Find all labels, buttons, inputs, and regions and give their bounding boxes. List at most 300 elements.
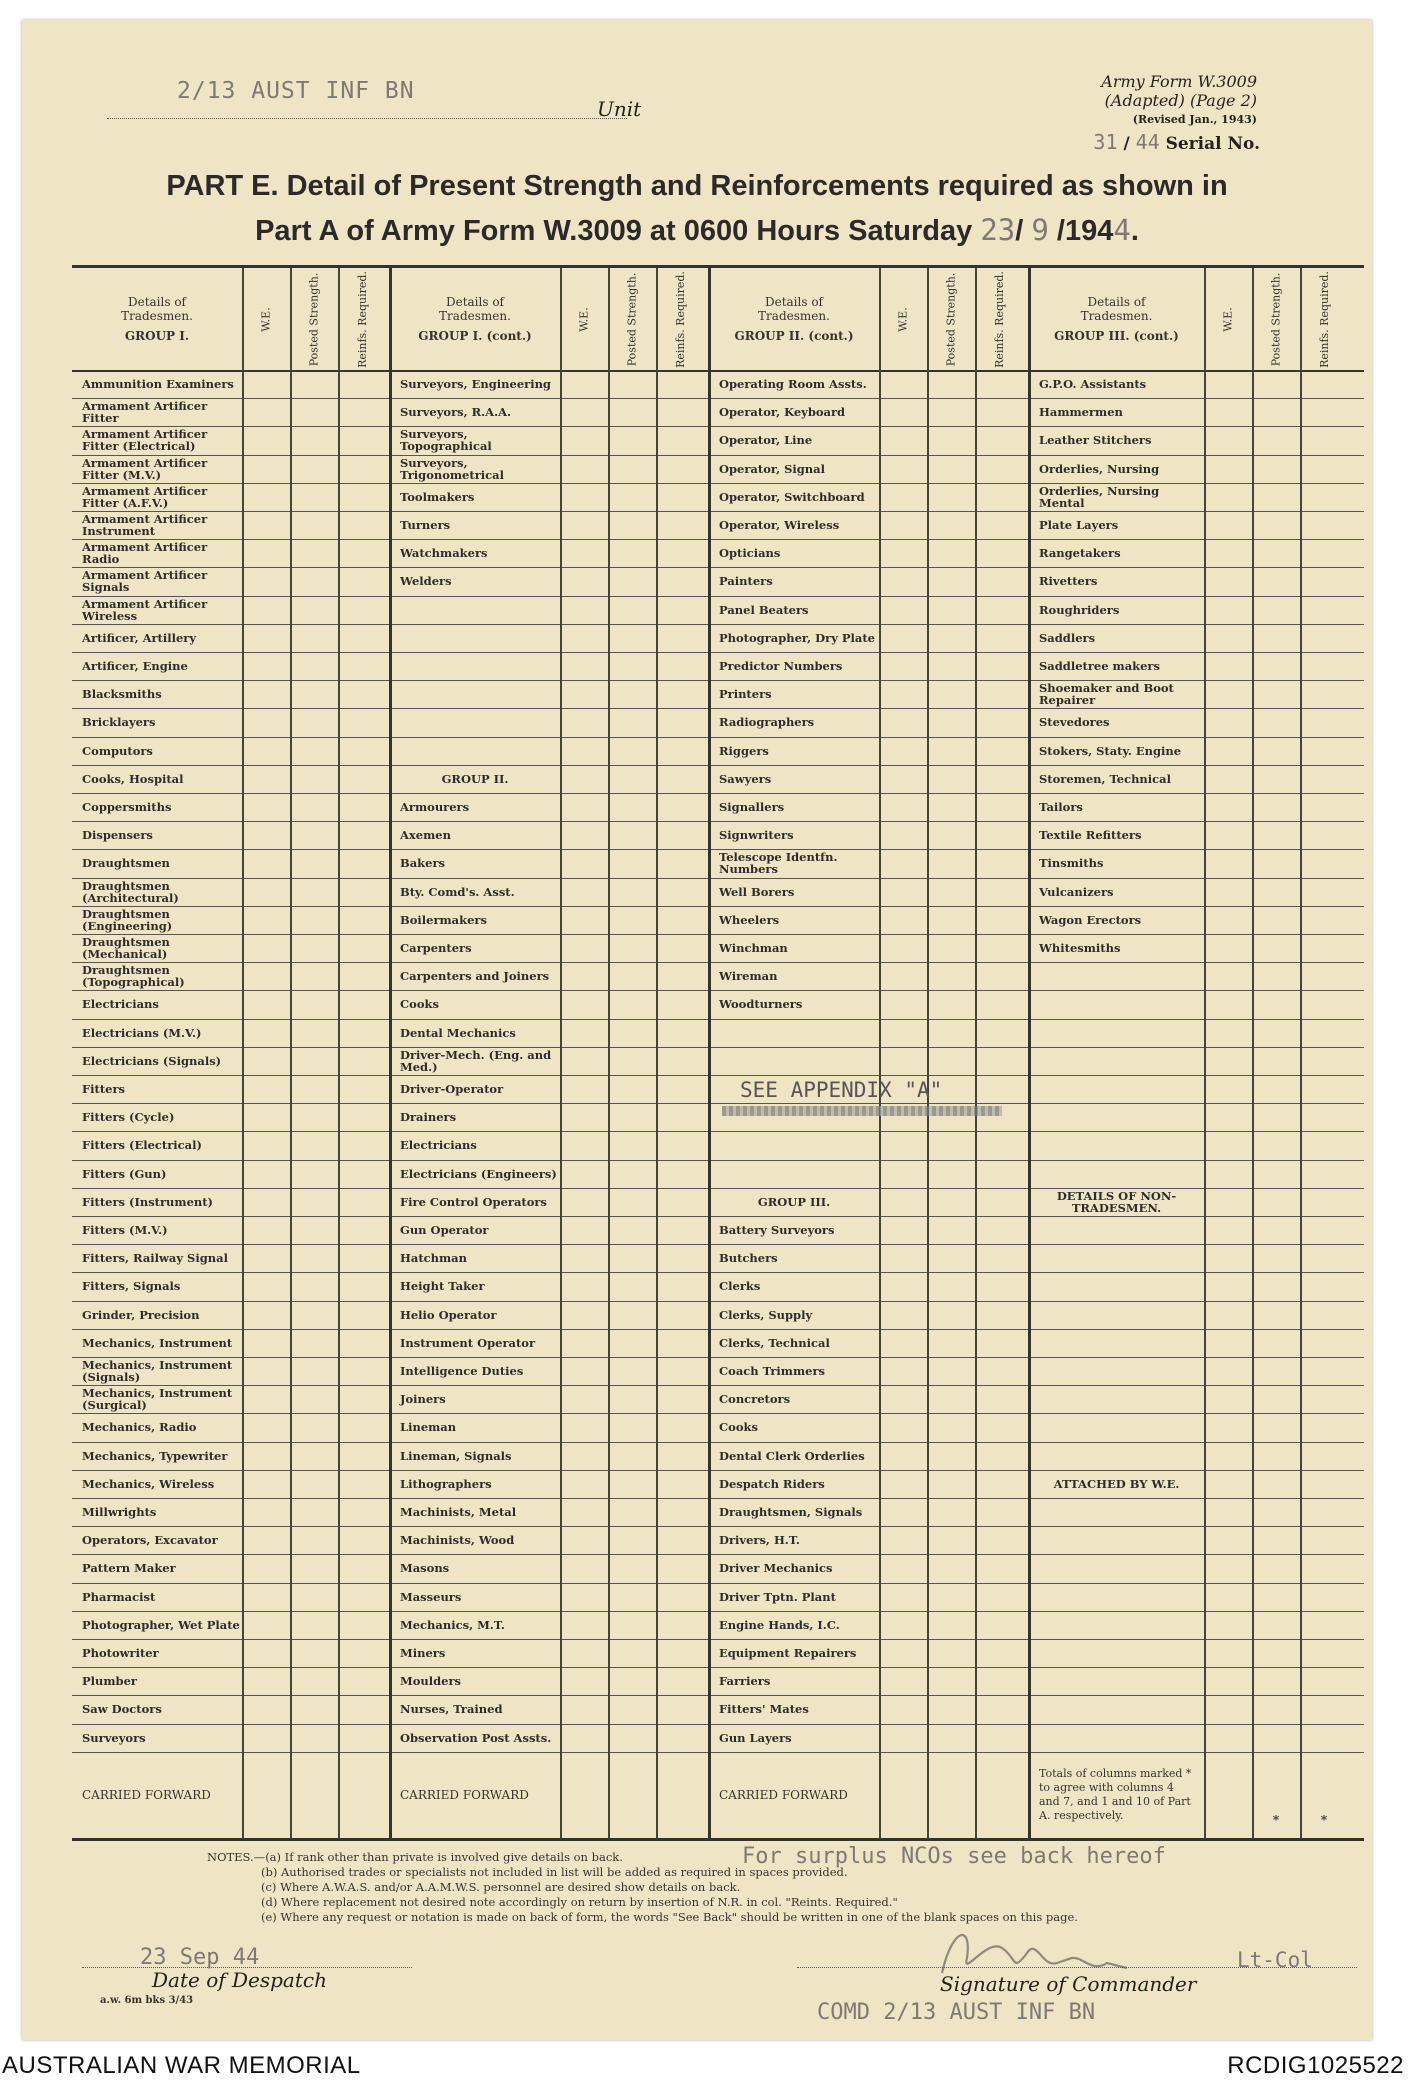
note-e: (e) Where any request or notation is made on back of form, the words "See Back" should be written in one of the blank spaces on this page. [261, 1910, 1078, 1924]
trade-name-cell: Vulcanizers [1039, 884, 1114, 899]
trade-name-cell: Mechanics, Instrument [82, 1335, 233, 1350]
rank-typed: Lt-Col [1237, 1948, 1313, 1972]
trade-name-cell [1029, 1244, 1204, 1272]
subheader-we [879, 272, 927, 366]
col-header-text [1054, 295, 1179, 343]
trade-name-cell [1029, 1272, 1204, 1300]
trade-name-cell [390, 624, 560, 652]
trade-name-cell: Stokers, Staty. Engine [1039, 743, 1182, 758]
table-row [72, 1329, 1364, 1358]
surplus-note: For surplus NCOs see back hereof [742, 1844, 1166, 1869]
trade-name-cell: Masseurs [400, 1589, 462, 1604]
trade-name-cell: Mechanics, Wireless [82, 1476, 215, 1491]
unit-typed: 2/13 AUST INF BN [177, 78, 415, 104]
table-row [72, 680, 1364, 709]
trade-name-cell: Draughtsmen (Mechanical) [82, 935, 170, 962]
col-header-text [418, 295, 531, 343]
table-row [72, 765, 1364, 794]
col-header-group: GROUP I. (cont.) [418, 329, 532, 343]
table-row [72, 1583, 1364, 1612]
trade-name-cell: Machinists, Wood [400, 1533, 515, 1548]
table-row [72, 1131, 1364, 1160]
trade-name-cell: Mechanics, M.T. [400, 1617, 505, 1632]
trade-name-cell: Artificer, Artillery [82, 630, 197, 645]
army-form-line1: Army Form W.3009 [1101, 72, 1257, 91]
trade-name-cell: Millwrights [82, 1505, 157, 1520]
table-row [72, 511, 1364, 540]
subheader-posted-strength [927, 272, 975, 366]
title-year-digit: 4 [1113, 213, 1131, 247]
trade-name-cell: Artificer, Engine [82, 659, 188, 674]
col-header-group-1 [72, 268, 242, 370]
trade-name-cell: Pattern Maker [82, 1561, 176, 1576]
trade-name-cell: Ammunition Examiners [82, 377, 234, 392]
trade-name-cell: Saddlers [1039, 630, 1096, 645]
trade-name-cell: Riggers [719, 743, 769, 758]
trade-name-cell: Armament Artificer Fitter (M.V.) [82, 455, 208, 482]
table-row [72, 567, 1364, 596]
trade-name-cell: Equipment Repairers [719, 1646, 857, 1661]
trade-name-cell: Wheelers [719, 912, 780, 927]
trade-name-cell: Dental Mechanics [400, 1025, 516, 1040]
army-form-line2: (Adapted) (Page 2) [1104, 91, 1257, 110]
trade-name-cell [1029, 1385, 1204, 1413]
trade-name-cell: Coach Trimmers [719, 1364, 825, 1379]
table-row [72, 652, 1364, 681]
trade-name-cell: Turners [400, 518, 451, 533]
subheader-reinfs-required [656, 272, 704, 366]
trade-name-cell [1029, 1583, 1204, 1611]
table-row [72, 878, 1364, 907]
table-row [72, 1526, 1364, 1555]
trade-name-cell: Signwriters [719, 828, 794, 843]
subheader-label: W.E. [896, 306, 910, 332]
trade-name-cell: Electricians (M.V.) [82, 1025, 202, 1040]
table-row [72, 1216, 1364, 1245]
column-divider [656, 268, 658, 1838]
trade-name-cell [709, 1019, 879, 1047]
col-header-title: Details of Tradesmen. [1080, 295, 1153, 323]
serial-num: 31 [1093, 130, 1118, 154]
col-header-group-3 [709, 268, 879, 370]
trade-name-cell: Machinists, Metal [400, 1505, 517, 1520]
trade-name-cell [1029, 1667, 1204, 1695]
table-row [72, 1075, 1364, 1104]
trade-name-cell: Moulders [400, 1674, 462, 1689]
subheader-we [560, 272, 608, 366]
trade-name-cell: Rivetters [1039, 574, 1098, 589]
group-divider [1028, 268, 1031, 1838]
subheader-label: Reinfs. Required. [1317, 270, 1331, 368]
trade-name-cell [1029, 1695, 1204, 1723]
trade-name-cell: Lineman, Signals [400, 1448, 512, 1463]
trade-name-cell: Surveyors, Trigonometrical [400, 455, 504, 482]
column-divider [290, 268, 292, 1838]
trade-name-cell [390, 652, 560, 680]
col-header-group-4 [1029, 268, 1204, 370]
trade-name-cell: Coppersmiths [82, 800, 172, 815]
despatch-date-label: Date of Despatch [152, 1968, 327, 1992]
totals-note: Totals of columns marked * to agree with columns 4 and 7, and 1 and 10 of Part A. respectively. [1039, 1766, 1192, 1822]
trade-name-cell [390, 680, 560, 708]
column-divider [560, 268, 562, 1838]
trade-name-cell: DETAILS OF NON-TRADESMEN. [1056, 1188, 1177, 1215]
total-star: * [1272, 1813, 1280, 1827]
trade-name-cell: Cooks [719, 1420, 758, 1435]
trade-name-cell: Dental Clerk Orderlies [719, 1448, 865, 1463]
title-end: . [1130, 215, 1139, 247]
trade-name-cell: Shoemaker and Boot Repairer [1039, 681, 1174, 708]
notes-label: NOTES.— [207, 1850, 266, 1864]
trade-name-cell: Fire Control Operators [400, 1194, 547, 1209]
trade-name-cell: Grinder, Precision [82, 1307, 200, 1322]
trade-name-cell: Plumber [82, 1674, 137, 1689]
subheader-label: Reinfs. Required. [992, 270, 1006, 368]
carried-forward-label: CARRIED FORWARD [719, 1787, 848, 1802]
trade-name-cell: Blacksmiths [82, 687, 162, 702]
trade-name-cell: Cooks, Hospital [82, 771, 184, 786]
trade-name-cell [1029, 1131, 1204, 1159]
table-row [72, 483, 1364, 512]
table-row [72, 849, 1364, 878]
print-code: a.w. 6m bks 3/43 [100, 1995, 194, 2006]
trade-name-cell: Armourers [400, 800, 470, 815]
carried-forward-label: CARRIED FORWARD [82, 1787, 211, 1802]
trade-name-cell [709, 1160, 879, 1188]
trade-name-cell: Fitters (Gun) [82, 1166, 167, 1181]
trade-name-cell: Draughtsmen [82, 856, 170, 871]
trade-name-cell: Gun Operator [400, 1223, 489, 1238]
trade-name-cell: Operating Room Assts. [719, 377, 867, 392]
subheader-label: W.E. [577, 306, 591, 332]
trade-name-cell: Lineman [400, 1420, 457, 1435]
subheader-posted-strength [1252, 272, 1300, 366]
table-row [72, 1103, 1364, 1132]
trade-name-cell [1029, 1103, 1204, 1131]
trade-name-cell: Operator, Wireless [719, 518, 840, 533]
trade-name-cell: Wagon Erectors [1039, 912, 1142, 927]
trade-name-cell [1029, 1329, 1204, 1357]
trade-name-cell: Hammermen [1039, 405, 1123, 420]
trade-name-cell: Fitters (Instrument) [82, 1194, 213, 1209]
trade-name-cell: Mechanics, Radio [82, 1420, 197, 1435]
subheader-we [242, 272, 290, 366]
table-row [72, 1047, 1364, 1076]
total-star: * [1320, 1813, 1328, 1827]
table-row [72, 1639, 1364, 1668]
trade-name-cell: Surveyors [82, 1730, 146, 1745]
trade-name-cell: Despatch Riders [719, 1476, 825, 1491]
table-row [72, 1357, 1364, 1386]
trade-name-cell [1029, 1075, 1204, 1103]
trade-name-cell: Radiographers [719, 715, 815, 730]
trade-name-cell: Intelligence Duties [400, 1364, 524, 1379]
signature-label: Signature of Commander [940, 1972, 1197, 1996]
subheader-label: W.E. [259, 306, 273, 332]
table-row [72, 1272, 1364, 1301]
trade-name-cell: Fitters' Mates [719, 1702, 809, 1717]
trade-name-cell: Engine Hands, I.C. [719, 1617, 840, 1632]
trade-name-cell: Hatchman [400, 1251, 467, 1266]
trade-name-cell [1029, 1301, 1204, 1329]
trade-name-cell: Boilermakers [400, 912, 487, 927]
trade-name-cell [1029, 1526, 1204, 1554]
title-line2-pre: Part A of Army Form W.3009 at 0600 Hours Saturday [255, 215, 973, 247]
table-row [72, 624, 1364, 653]
column-divider [338, 268, 340, 1838]
trade-name-cell: Orderlies, Nursing Mental [1039, 483, 1160, 510]
unit-label: Unit [597, 97, 642, 121]
trade-name-cell: Fitters (Electrical) [82, 1138, 202, 1153]
table-row [72, 370, 1364, 399]
trade-name-cell: Lithographers [400, 1476, 492, 1491]
trade-name-cell [709, 1047, 879, 1075]
trade-name-cell [1029, 962, 1204, 990]
appendix-strike [722, 1106, 1002, 1116]
trade-name-cell: Photowriter [82, 1646, 159, 1661]
col-header-group: GROUP I. [124, 329, 190, 343]
trade-name-cell [1029, 1554, 1204, 1582]
trade-name-cell: Nurses, Trained [400, 1702, 503, 1717]
subheader-posted-strength [608, 272, 656, 366]
column-divider [879, 268, 881, 1838]
subheader-reinfs-required [975, 272, 1023, 366]
table-row [72, 398, 1364, 427]
trade-name-cell [1029, 1019, 1204, 1047]
table-row [72, 793, 1364, 822]
col-header-group: GROUP II. (cont.) [734, 329, 854, 343]
table-row [72, 1019, 1364, 1048]
trade-name-cell: GROUP II. [441, 771, 509, 786]
trade-name-cell: Tailors [1039, 800, 1083, 815]
army-form-ref [1101, 72, 1257, 129]
col-header-text [112, 295, 202, 343]
trade-name-cell: Draughtsmen (Engineering) [82, 906, 173, 933]
trade-name-cell: Height Taker [400, 1279, 485, 1294]
trade-name-cell: Butchers [719, 1251, 778, 1266]
trade-name-cell: Saw Doctors [82, 1702, 162, 1717]
trade-name-cell: Axemen [400, 828, 451, 843]
trade-name-cell: Operator, Switchboard [719, 489, 865, 504]
column-divider [1252, 268, 1254, 1838]
trade-name-cell: Fitters [82, 1082, 126, 1097]
trade-name-cell [1029, 1413, 1204, 1441]
trade-name-cell [1029, 1611, 1204, 1639]
trade-name-cell: Farriers [719, 1674, 771, 1689]
trade-name-cell: Operator, Line [719, 433, 813, 448]
subheader-label: Posted Strength. [944, 272, 958, 366]
notes-d [207, 1895, 1078, 1910]
trade-name-cell: Surveyors, R.A.A. [400, 405, 512, 420]
note-d: (d) Where replacement not desired note accordingly on return by insertion of N.R. in col. "Reints. Required." [261, 1895, 898, 1909]
trade-name-cell: Armament Artificer Fitter [82, 399, 208, 426]
table-row [72, 1413, 1364, 1442]
trade-name-cell: Clerks [719, 1279, 761, 1294]
trade-name-cell: Bakers [400, 856, 445, 871]
table-row [72, 1301, 1364, 1330]
trade-name-cell: Fitters, Railway Signal [82, 1251, 228, 1266]
table-header [72, 268, 1364, 372]
trade-name-cell: Draughtsmen (Topographical) [82, 963, 185, 990]
title-year-prefix: /194 [1056, 215, 1114, 247]
table-row [72, 1554, 1364, 1583]
trade-name-cell: Computors [82, 743, 153, 758]
column-divider [1204, 268, 1206, 1838]
trade-name-cell: GROUP III. [757, 1194, 831, 1209]
table-row [72, 1160, 1364, 1189]
table-row [72, 906, 1364, 935]
trade-name-cell: Joiners [400, 1392, 446, 1407]
trade-name-cell: Tinsmiths [1039, 856, 1104, 871]
title-month: 9 [1031, 213, 1049, 247]
column-divider [927, 268, 929, 1838]
table-row [72, 539, 1364, 568]
table-row [72, 1442, 1364, 1471]
subheader-label: Posted Strength. [1269, 272, 1283, 366]
trade-name-cell: Armament Artificer Instrument [82, 512, 208, 539]
carried-forward-label: CARRIED FORWARD [400, 1787, 529, 1802]
trade-name-cell: Storemen, Technical [1039, 771, 1171, 786]
trade-name-cell [390, 708, 560, 736]
trade-name-cell: ATTACHED BY W.E. [1053, 1476, 1180, 1491]
trade-name-cell: Opticians [719, 546, 781, 561]
trade-name-cell: Draughtsmen, Signals [719, 1505, 863, 1520]
trade-name-cell: Fitters (M.V.) [82, 1223, 168, 1238]
title-line1: PART E. Detail of Present Strength and Reinforcements required as shown in [166, 170, 1228, 202]
table-row [72, 962, 1364, 991]
table-row [72, 1695, 1364, 1724]
trade-name-cell: Winchman [719, 941, 788, 956]
trade-name-cell: Armament Artificer Fitter (A.F.V.) [82, 483, 208, 510]
trade-name-cell [1029, 1160, 1204, 1188]
subheader-reinfs-required [338, 272, 386, 366]
trade-name-cell: G.P.O. Assistants [1039, 377, 1147, 392]
trade-name-cell: Battery Surveyors [719, 1223, 835, 1238]
trade-name-cell: Driver Tptn. Plant [719, 1589, 836, 1604]
trade-name-cell: Operators, Excavator [82, 1533, 218, 1548]
trade-name-cell: Woodturners [719, 997, 803, 1012]
trade-name-cell: Armament Artificer Wireless [82, 596, 208, 623]
group-divider [708, 268, 711, 1838]
trade-name-cell: Sawyers [719, 771, 772, 786]
serial-label: Serial No. [1165, 134, 1260, 154]
trade-name-cell [1029, 1498, 1204, 1526]
trade-name-cell [1029, 1357, 1204, 1385]
note-b: (b) Authorised trades or specialists not included in list will be added as required in spaces provided. [261, 1865, 848, 1879]
trade-name-cell: Instrument Operator [400, 1335, 536, 1350]
trade-name-cell: Drainers [400, 1110, 457, 1125]
trade-name-cell: Painters [719, 574, 773, 589]
serial-year: 44 [1135, 130, 1160, 154]
trade-name-cell: Armament Artificer Fitter (Electrical) [82, 427, 208, 454]
trade-name-cell: Clerks, Supply [719, 1307, 813, 1322]
trade-name-cell: Armament Artificer Radio [82, 540, 208, 567]
trade-name-cell: Photographer, Wet Plate [82, 1617, 240, 1632]
trade-name-cell: Roughriders [1039, 602, 1120, 617]
trade-name-cell: Leather Stitchers [1039, 433, 1152, 448]
col-header-group-2 [390, 268, 560, 370]
trade-name-cell: Driver-Mech. (Eng. and Med.) [400, 1047, 552, 1074]
trade-name-cell [709, 1131, 879, 1159]
trade-name-cell: Electricians [82, 997, 159, 1012]
notes-c [207, 1880, 1078, 1895]
trade-name-cell: Photographer, Dry Plate [719, 630, 875, 645]
army-form-line3: (Revised Jan., 1943) [1132, 113, 1257, 126]
trade-name-cell: Dispensers [82, 828, 153, 843]
table-row [72, 1498, 1364, 1527]
trade-name-cell: Driver-Operator [400, 1082, 504, 1097]
column-divider [242, 268, 244, 1838]
despatch-date-typed: 23 Sep 44 [140, 1945, 260, 1970]
col-header-title: Details of Tradesmen. [121, 295, 193, 323]
trade-name-cell [1029, 1639, 1204, 1667]
table-row [72, 934, 1364, 963]
trade-name-cell: Helio Operator [400, 1307, 497, 1322]
subheader-we [1204, 272, 1252, 366]
trade-name-cell: Mechanics, Typewriter [82, 1448, 228, 1463]
trade-name-cell: Electricians [400, 1138, 477, 1153]
serial-number [1093, 130, 1260, 154]
trade-name-cell: Plate Layers [1039, 518, 1119, 533]
table-row [72, 1470, 1364, 1499]
form-page [22, 20, 1372, 2040]
trade-name-cell [1029, 1442, 1204, 1470]
trade-name-cell: Carpenters [400, 941, 472, 956]
credit-left: AUSTRALIAN WAR MEMORIAL [2, 2052, 361, 2079]
trade-name-cell [390, 596, 560, 624]
table-row [72, 1724, 1364, 1753]
table-row [72, 990, 1364, 1019]
trade-name-cell: Printers [719, 687, 772, 702]
trade-name-cell: Panel Beaters [719, 602, 809, 617]
trade-name-cell: Operator, Keyboard [719, 405, 846, 420]
trade-name-cell: Fitters (Cycle) [82, 1110, 175, 1125]
serial-sep: / [1123, 134, 1130, 154]
column-divider [608, 268, 610, 1838]
table-row [72, 426, 1364, 455]
table-row [72, 1611, 1364, 1640]
credit-right: RCDIG1025522 [1227, 2052, 1404, 2079]
trade-name-cell: Textile Refitters [1039, 828, 1142, 843]
trade-name-cell: Surveyors, Engineering [400, 377, 551, 392]
title-line2: Part A of Army Form W.3009 at 0600 Hours Saturday 23/ 9 /1944. [255, 213, 1139, 247]
trade-name-cell [1029, 1724, 1204, 1752]
trade-name-cell [1029, 990, 1204, 1018]
column-divider [1300, 268, 1302, 1838]
appendix-stamp: SEE APPENDIX "A" [740, 1078, 943, 1102]
col-header-title: Details of Tradesmen. [758, 295, 830, 323]
trade-name-cell: Armament Artificer Signals [82, 568, 208, 595]
table-row [72, 1244, 1364, 1273]
trade-name-cell: Saddletree makers [1039, 659, 1160, 674]
trade-name-cell: Mechanics, Instrument (Signals) [82, 1358, 233, 1385]
table-row [72, 1188, 1364, 1217]
trade-name-cell: Predictor Numbers [719, 659, 843, 674]
trade-name-cell: Cooks [400, 997, 439, 1012]
table-row [72, 1385, 1364, 1414]
subheader-label: W.E. [1221, 306, 1235, 332]
trade-name-cell: Toolmakers [400, 489, 475, 504]
col-header-group: GROUP III. (cont.) [1054, 329, 1179, 343]
trade-name-cell: Whitesmiths [1039, 941, 1121, 956]
trade-name-cell: Concretors [719, 1392, 791, 1407]
trade-name-cell: Bty. Comd's. Asst. [400, 884, 515, 899]
trade-name-cell: Draughtsmen (Architectural) [82, 878, 179, 905]
trade-name-cell [1029, 1216, 1204, 1244]
trade-name-cell: Clerks, Technical [719, 1335, 830, 1350]
trade-name-cell: Rangetakers [1039, 546, 1121, 561]
trade-name-cell: Orderlies, Nursing [1039, 461, 1160, 476]
